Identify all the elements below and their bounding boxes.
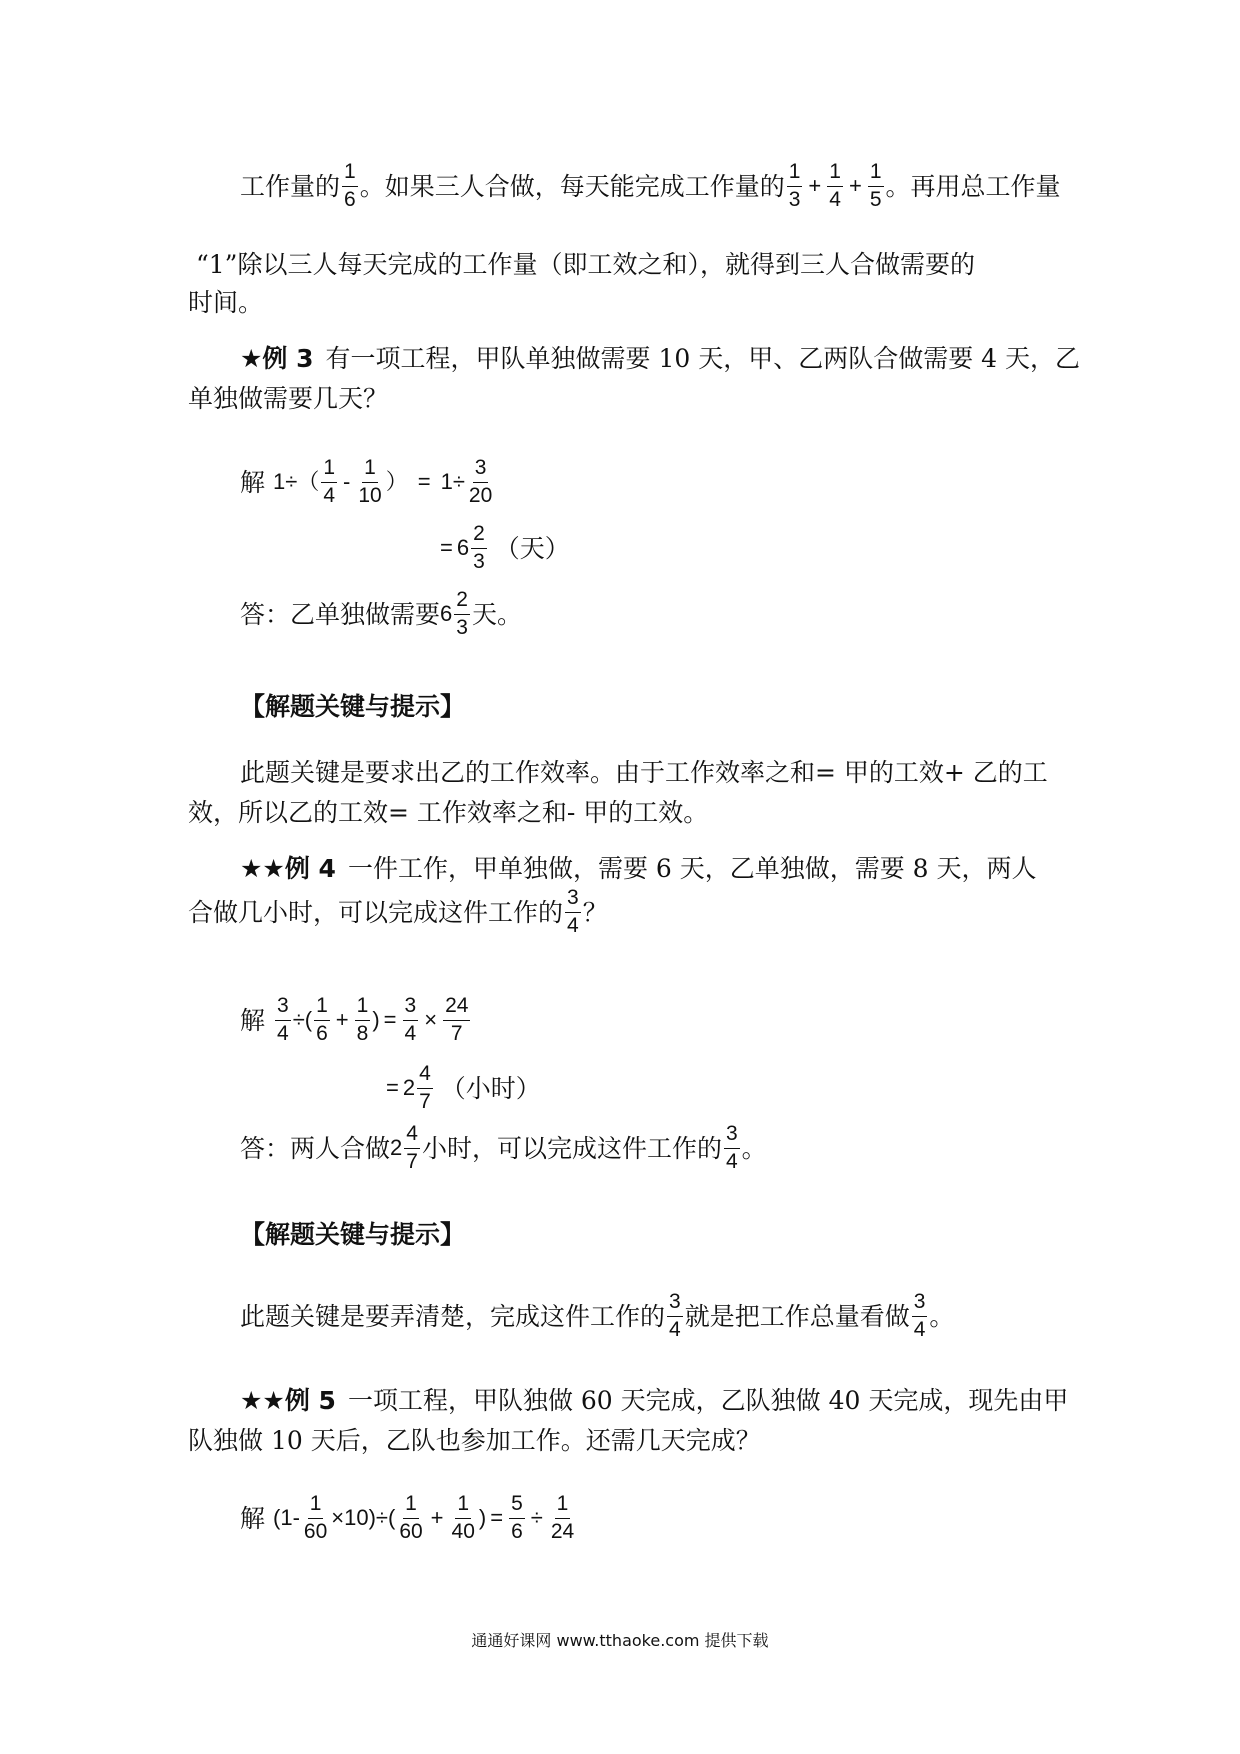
example-3-solution-line-1 <box>240 452 496 512</box>
fraction: $\frac{4}{7}$ <box>419 1062 431 1113</box>
fraction: $\frac{24}{7}$ <box>445 994 469 1045</box>
fraction: $\frac{1}{3}$ <box>788 160 801 211</box>
fraction: $\frac{1}{4}$ <box>323 456 336 507</box>
equals-sign: = <box>490 1505 504 1530</box>
equals-sign: = <box>383 1007 397 1032</box>
example-4-solution-line-1 <box>240 990 472 1050</box>
whole-number: 2 <box>402 1075 416 1100</box>
fraction: $\frac{1}{60}$ <box>399 1492 423 1543</box>
fraction: $\frac{1}{8}$ <box>356 994 369 1045</box>
unit: （小时） <box>440 1073 541 1103</box>
times-sign: × <box>424 1007 438 1032</box>
example-3-line-1 <box>240 346 1080 371</box>
expr: 1÷（ <box>273 469 320 494</box>
answer-text: 。 <box>741 1133 767 1163</box>
example-title: ★★例 4 <box>240 854 336 883</box>
example-text: 有一项工程，甲队单独做需要 10 天，甲、乙两队合做需要 4 天，乙 <box>325 344 1081 373</box>
example-4-answer <box>240 1118 767 1178</box>
plus-sign: + <box>848 173 862 198</box>
example-4-solution-line-2 <box>382 1058 541 1118</box>
expr: ) <box>372 1007 380 1032</box>
fraction: $\frac{2}{3}$ <box>456 588 468 639</box>
text: 工作量的 <box>240 171 341 201</box>
fraction: $\frac{1}{6}$ <box>316 994 328 1045</box>
example-3-answer <box>240 584 522 644</box>
fraction: $\frac{3}{4}$ <box>277 994 289 1045</box>
hint-1-title: 【解题关键与提示】 <box>240 692 466 721</box>
expr: ） <box>385 469 408 494</box>
example-3-solution-line-2 <box>436 518 570 578</box>
example-text: 一件工作，甲单独做，需要 6 天，乙单独做，需要 8 天，两人 <box>347 854 1037 883</box>
equals-sign: = <box>417 469 431 494</box>
text: 。再用总工作量 <box>885 171 1061 201</box>
example-5-solution-line-1 <box>240 1488 578 1548</box>
hint-1-line-2: 效，所以乙的工效= 工作效率之和- 甲的工效。 <box>188 798 709 827</box>
expr: ÷( <box>292 1007 313 1032</box>
answer-text: 天。 <box>471 599 522 629</box>
fraction: $\frac{3}{4}$ <box>567 886 579 937</box>
fraction: $\frac{3}{4}$ <box>669 1290 681 1341</box>
example-title: ★★例 5 <box>240 1386 336 1415</box>
example-4-line-2 <box>188 882 608 942</box>
minus-sign: - <box>343 469 351 494</box>
equals-sign: = <box>386 1075 399 1100</box>
plus-sign: + <box>808 173 822 198</box>
whole-number: 6 <box>456 535 470 560</box>
expr: ) <box>478 1505 487 1530</box>
example-text: 一项工程，甲队独做 60 天完成，乙队独做 40 天完成，现先由甲 <box>347 1386 1069 1415</box>
intro-line-1 <box>240 156 1061 216</box>
fraction: $\frac{2}{3}$ <box>473 522 485 573</box>
fraction: $\frac{1}{24}$ <box>550 1492 575 1543</box>
example-4-line-1 <box>240 856 1037 881</box>
answer-text: 答：两人合做 <box>240 1133 391 1163</box>
hint-2-line-1 <box>240 1286 954 1346</box>
example-5-line-1 <box>240 1388 1068 1413</box>
solution-label: 解 <box>240 467 266 497</box>
expr: ×10)÷( <box>331 1505 396 1530</box>
whole-number: 6 <box>440 601 453 626</box>
division-sign: ÷ <box>530 1505 543 1530</box>
answer-text: 小时，可以完成这件工作的 <box>421 1133 722 1163</box>
fraction: $\frac{3}{20}$ <box>468 456 493 507</box>
expr: (1- <box>273 1505 300 1530</box>
hint-text: 此题关键是要弄清楚，完成这件工作的 <box>240 1301 666 1331</box>
example-title: ★例 3 <box>240 344 314 373</box>
answer-text: 答：乙单独做需要 <box>240 599 441 629</box>
solution-label: 解 <box>240 1503 266 1533</box>
example-text: ？ <box>582 897 608 927</box>
hint-text: 。 <box>929 1301 955 1331</box>
intro-line-3: 时间。 <box>188 288 264 317</box>
fraction: $\frac{1}{40}$ <box>451 1492 475 1543</box>
equals-sign: = <box>440 535 453 560</box>
example-text: 合做几小时，可以完成这件工作的 <box>188 897 564 927</box>
unit: （天） <box>494 533 570 563</box>
fraction: $\frac{4}{7}$ <box>406 1122 418 1173</box>
plus-sign: + <box>335 1007 349 1032</box>
fraction: $\frac{1}{4}$ <box>829 160 841 211</box>
plus-sign: + <box>430 1505 444 1530</box>
hint-1-line-1: 此题关键是要求出乙的工作效率。由于工作效率之和= 甲的工效+ 乙的工 <box>240 758 1048 787</box>
fraction: $\frac{1}{6}$ <box>344 160 356 211</box>
whole-number: 2 <box>390 1135 403 1160</box>
fraction: $\frac{1}{5}$ <box>869 160 882 211</box>
expr: 1÷ <box>440 469 465 494</box>
fraction: $\frac{5}{6}$ <box>511 1492 523 1543</box>
solution-label: 解 <box>240 1005 266 1035</box>
fraction: $\frac{3}{4}$ <box>725 1122 738 1173</box>
fraction: $\frac{1}{10}$ <box>358 456 382 507</box>
page-footer: 通通好课网 www.tthaoke.com 提供下载 <box>471 1631 769 1650</box>
example-5-line-2: 队独做 10 天后，乙队也参加工作。还需几天完成？ <box>188 1426 761 1455</box>
fraction: $\frac{3}{4}$ <box>404 994 417 1045</box>
hint-2-title: 【解题关键与提示】 <box>240 1220 466 1249</box>
intro-line-2: “1”除以三人每天完成的工作量（即工效之和），就得到三人合做需要的 <box>196 250 975 279</box>
fraction: $\frac{3}{4}$ <box>913 1290 926 1341</box>
example-3-line-2: 单独做需要几天？ <box>188 384 389 413</box>
hint-text: 就是把工作总量看做 <box>684 1301 910 1331</box>
fraction: $\frac{1}{60}$ <box>303 1492 328 1543</box>
text: 。如果三人合做，每天能完成工作量的 <box>359 171 785 201</box>
